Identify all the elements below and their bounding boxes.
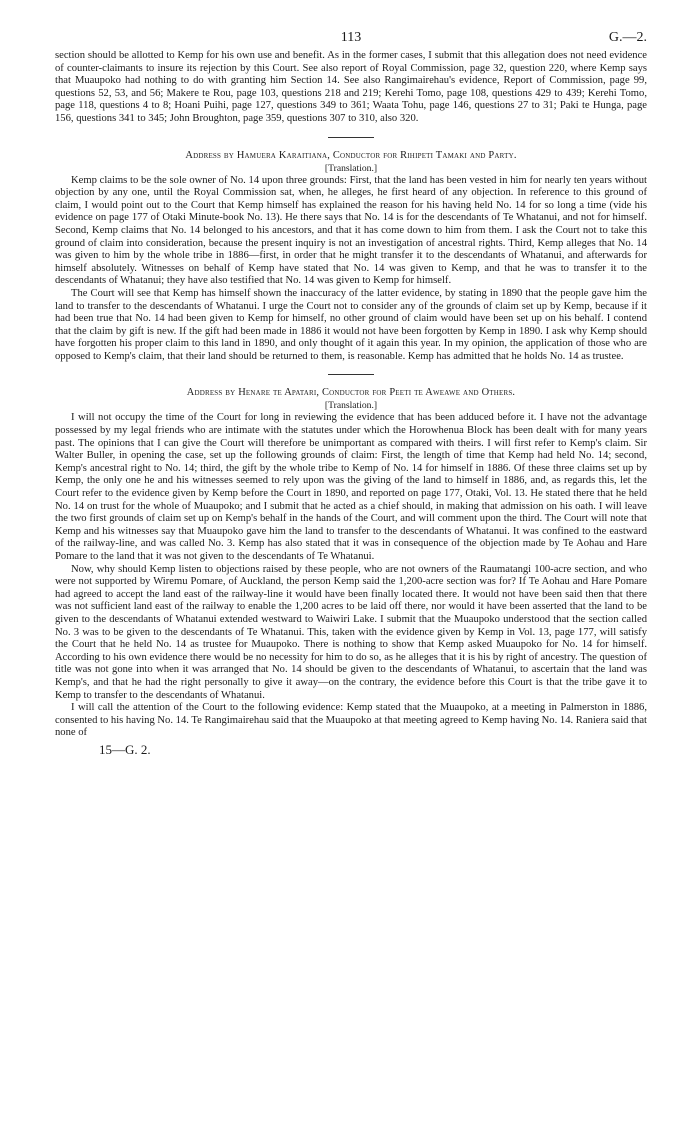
intro-paragraph: section should be allotted to Kemp for his own use and benefit. As in the former cases, I submit that this allegation does not need evidence of counter-claimants to insure its rejection by this Court. See also report of Royal Commission, page 32, question 220, where Kemp says that Muaupoko had nothing to do with granting him Section 14. See also Rangimairehau's evidence, Report of Commission, page 99, questions 52, 53, and 56; Makere te Rou, page 103, questions 218 and 219; Kerehi Tomo, page 108, questions 429 to 439; Kerehi Tomo, page 118, questions 4 to 8; Hoani Puihi, page 127, questions 349 to 361; Waata Tohu, page 146, questions 27 to 31; Paki te Hunga, page 156, questions 341 to 345; John Broughton, page 359, questions 307 to 310, also 320. xyxy=(55,50,647,124)
document-page xyxy=(55,30,647,1110)
section2-paragraph-2: Now, why should Kemp listen to objections raised by these people, who are not owners of the Raumatangi 100-acre section, and who were not supported by Wiremu Pomare, of Auckland, the person Kemp said the 1,200-acre section was for? If Te Aohau and Hare Pomare had agreed to accept the land east of the railway-line it would have been finally located there. It would not have been said then that there was not sufficient land east of the railway to enable the 1,200 acres to be laid off there, nor would it have been asserted that the land to be given to the descendants of Whatanui extended westward to Waiwiri Lake. I submit that the Muaupoko understood that the section called No. 3 was to be given to the descendants of Te Whatanui. This, taken with the evidence given by Kemp in Vol. 13, page 177, will satisfy the Court that he held No. 14 as trustee for Muaupoko. There is nothing to show that Kemp asked Muaupoko for No. 14 for himself. According to his own evidence there would be no necessity for him to do so, as he alleges that it is his by right of ancestry. The question of title was not gone into when it was arranged that No. 14 should be given to the descendants of Whatanui, to ascertain that the land was Kemp's, and that he had the right personally to give it away—on the contrary, the evidence before this Court is that the tribe gave it to Kemp to transfer to the descendants of Whatanui. xyxy=(55,563,647,701)
section2-translation-note: [Translation.] xyxy=(324,400,378,412)
section1-title-text: Address by Hamuera Karaitiana, Conductor for Rihipeti Tamaki and Party. xyxy=(185,149,517,161)
section2-paragraph-1: I will not occupy the time of the Court for long in reviewing the evidence that has been adduced before it. I have not the advantage possessed by my legal friends who are intimate with the statutes under which the Horowhenua Block has been dealt with for many years past. The opinions that I can give the Court will therefore be unimportant as compared with theirs. I will first refer to Kemp's claim. Sir Walter Buller, in opening the case, set up the following grounds of claim: First, the length of time that Kemp had held No. 14; second, Kemp's ancestral right to No. 14; third, the gift by the whole tribe to Kemp of No. 14 for himself in 1886. Of these three claims set up by Kemp, the only one he and his witnesses seemed to rely upon was the giving of the land to himself in 1886, and, as regards this, let the Court refer to the evidence given by Kemp before the Court in 1890, and reported on page 177, Otaki, Vol. 13. He stated there that he held No. 14 on trust for the whole of Muaupoko; and I submit that he acted as a chief should, in making that admission on his oath. I will leave the two first grounds of claim set up on Kemp's behalf in the hands of the Court, and will comment upon the third. The Court will note that Kemp and his witnesses say that Muaupoko gave him the land to transfer to the descendants of Whatanui. It was confined to the eastward of the railway-line, and was called No. 3. Kemp has also stated that it was in consequence of the objection made by Te Aohau and Hare Pomare to the land that it was not given to the descendants of Te Whatanui. xyxy=(55,412,647,562)
section2-paragraph-3: I will call the attention of the Court to the following evidence: Kemp stated that the Muaupoko, at a meeting in Palmerston in 1886, consented to his having No. 14. Te Rangimairehau said that the Muaupoko at that meeting agreed to Kemp having No. 14. Raniera said that none of xyxy=(55,702,647,739)
document-reference: G.—2. xyxy=(608,30,647,45)
section1-title xyxy=(55,150,647,161)
page-number: 113 xyxy=(340,30,362,45)
page-header xyxy=(55,30,647,50)
section2-title-text: Address by Henare te Apatari, Conductor for Peeti te Aweawe and Others. xyxy=(186,387,516,399)
section1-translation-note: [Translation.] xyxy=(324,162,378,174)
section-divider xyxy=(328,374,374,375)
section1-paragraph-1: Kemp claims to be the sole owner of No. 14 upon three grounds: First, that the land has been vested in him for nearly ten years without objection by any one, until the Royal Commission sat, when, he alleges, he first heard of any objection. In reference to this ground of claim, I would point out to the Court that Kemp himself has explained the reason for his having held No. 14 for so long a time (vide his evidence on page 177 of Otaki Minute-book No. 13). He there says that No. 14 is for the descendants of Te Whatanui, and not for himself. Second, Kemp claims that No. 14 belonged to his ancestors, and that it has come down to him from them. I ask the Court not to take this ground of claim into consideration, because the present inquiry is not an investigation of ancestral rights. Third, Kemp alleges that No. 14 was given to him by the whole tribe in 1886—first, in order that he might transfer it to the descendants of Whatanui, and afterwards for himself absolutely. Witnesses on behalf of Kemp have stated that No. 14 was given to Kemp, and that he was to transfer it to the descendants of Whatanui; they have also testified that No. 14 was given to Kemp for himself. xyxy=(55,174,647,287)
page-footer-signature: 15—G. 2. xyxy=(99,741,151,757)
section1-paragraph-2: The Court will see that Kemp has himself shown the inaccuracy of the latter evidence, by stating in 1890 that the people gave him the land to transfer to the descendants of Whatanui. I urge the Court not to consider any of the grounds of claim set up by Kemp, because if it had been true that No. 14 had been given to Kemp for himself, no other ground of claim would have been set up on his behalf. I contend that the claim by gift is new. If the gift had been made in 1886 it would not have been forgotten by Kemp in 1890. I ask why Kemp should have forgotten his proper claim to this land in 1890, and only thought of it again this year. In my opinion, the application of those who are opposed to Kemp's claim, that their land should be returned to them, is reasonable. Kemp has admitted that he holds No. 14 as trustee. xyxy=(55,287,647,362)
section2-title xyxy=(55,387,647,398)
section-divider xyxy=(328,137,374,138)
